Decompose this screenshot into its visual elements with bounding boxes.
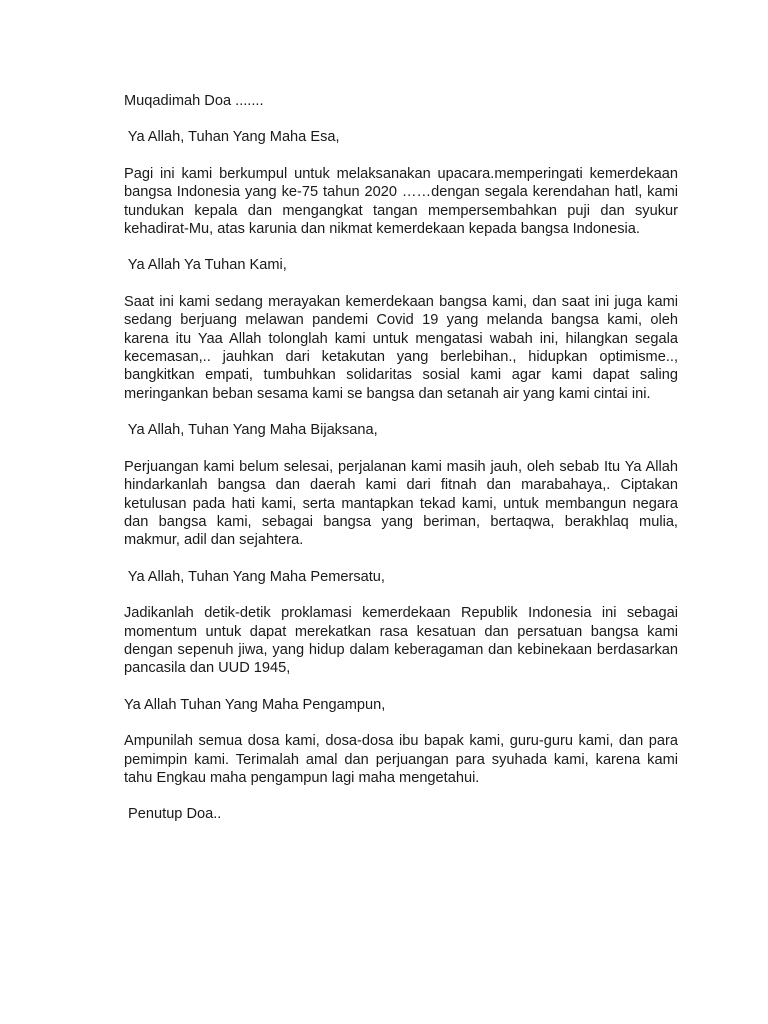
penutup-heading: Penutup Doa..: [124, 806, 222, 823]
paragraph-pandemi: Saat ini kami sedang merayakan kemerdekaan bangsa kami, dan saat ini juga kami sedang berjuang melawan pandemi Covid 19 yang melanda bangsa kami, oleh karena itu Yaa Allah tolonglah kami untuk mengatasi wabah ini, hilangkan segala kecemasan,.. jauhkan dari ketakutan yang berlebihan., hidupkan optimisme.., bangkitkan empati, tumbuhkan solidaritas sosial kami agar kami dapat saling meringankan beban sesama kami se bangsa dan setanah air yang kami cintai ini.: [124, 293, 678, 402]
salutation-maha-pemersatu: Ya Allah, Tuhan Yang Maha Pemersatu,: [124, 568, 385, 585]
salutation-maha-esa: Ya Allah, Tuhan Yang Maha Esa,: [124, 129, 340, 146]
muqadimah-heading: Muqadimah Doa .......: [124, 93, 264, 109]
document-body: [124, 92, 678, 824]
paragraph-proklamasi: Jadikanlah detik-detik proklamasi kemerdekaan Republik Indonesia ini sebagai momentum untuk dapat merekatkan rasa kesatuan dan persatuan bangsa kami dengan sepenuh jiwa, yang hidup dalam keberagaman dan kebinekaan berdasarkan pancasila dan UUD 1945,: [124, 605, 678, 677]
salutation-maha-pengampun: Ya Allah Tuhan Yang Maha Pengampun,: [124, 696, 386, 713]
paragraph-upacara: Pagi ini kami berkumpul untuk melaksanakan upacara.memperingati kemerdekaan bangsa Indonesia yang ke-75 tahun 2020 ……dengan segala kerendahan hatl, kami tundukan kepala dan mengangkat tangan mempersembahkan puji dan syukur kehadirat-Mu, atas karunia dan nikmat kemerdekaan kepada bangsa Indonesia.: [124, 165, 678, 238]
paragraph-ampunan: Ampunilah semua dosa kami, dosa-dosa ibu bapak kami, guru-guru kami, dan para pemimpin kami. Terimalah amal dan perjuangan para syuhada kami, karena kami tahu Engkau maha pengampun lagi maha mengetahui.: [124, 733, 678, 786]
salutation-tuhan-kami: Ya Allah Ya Tuhan Kami,: [124, 257, 287, 274]
salutation-maha-bijaksana: Ya Allah, Tuhan Yang Maha Bijaksana,: [124, 422, 378, 439]
paragraph-perjuangan: Perjuangan kami belum selesai, perjalanan kami masih jauh, oleh sebab Itu Ya Allah hindarkanlah bangsa dan daerah kami dari fitnah dan marabahaya,. Ciptakan ketulusan pada hati kami, serta mantapkan tekad kami, untuk membangun negara dan bangsa kami, sebagai bangsa yang beriman, bertaqwa, berakhlaq mulia, makmur, adil dan sejahtera.: [124, 458, 678, 549]
